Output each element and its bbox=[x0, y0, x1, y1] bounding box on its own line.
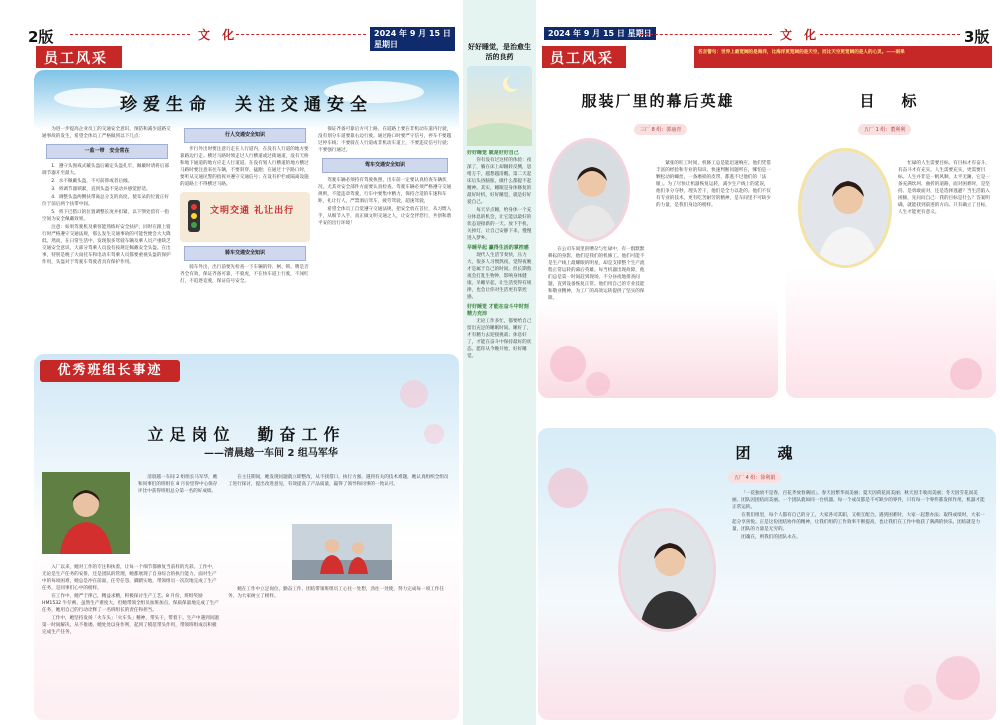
traffic-col-1 bbox=[42, 126, 172, 346]
drive-text: 驾驶车辆必须持有驾驶执照，出车前一定要认真检查车辆状况，尤其对安全部件方面要认真检查。驾驶车辆必须严格遵守交通规则，不能违章驾驶，行车中要集中精力，保持合适的车速和车距，礼让行人，严禁酒后驾车，疲劳驾驶，超速驾驶。 bbox=[318, 178, 452, 204]
leader-para: 工作中，她坚持发扬「火车头」「火车头」精神，带头干，带着干。生产中遇到问题第一时间解决，从不推诿。她处处以身作则，起到了模范带头作用，带领班组成员积极完成生产任务， bbox=[42, 616, 219, 635]
header-rule bbox=[236, 34, 366, 35]
traffic-light-icon bbox=[180, 192, 310, 242]
sleep-para: 现代人生活节奏快，压力大，很多人习惯熬夜，觉得夜晚才是属于自己的时间。但长期熬夜会打乱生物钟，影响身体健康。早睡早起，让生活变得有规律，也会让你对生活更有掌控感。 bbox=[467, 253, 532, 300]
sleep-para: 你有没有过这样的体验：夜深了，躺在床上却辗转反侧，思绪万千，越想越清醒。第二天起床后头昏脑胀，做什么都提不起精神。其实，睡眠是身体修复的最好时机，好好睡觉，就是好好爱自己。 bbox=[467, 158, 532, 205]
sleep-subhead: 好好睡觉 就是好好自己 bbox=[467, 150, 519, 156]
team-closing: 团魂在，则我们的团队永在。 bbox=[741, 535, 801, 540]
leader-subtitle: ——清晨越一车间 2 组马军华 bbox=[204, 448, 338, 459]
section-name: 文 化 bbox=[198, 28, 239, 42]
civic-badge bbox=[180, 192, 310, 242]
goal-byline: 五厂 1 组：董利利 bbox=[858, 124, 911, 135]
pedestrian-text: 步行外出时要注意行走在人行道内，在没有人行道的地方要靠路边行走。横过马路时须走过人行横道或过街通道，没有天桥和地下通道的地方应走人行道道。在没有划人行横道的地方横过马路时要注意来往车辆，不要斜穿、猛跑；在通过十字路口时，要听从交通民警的指挥并遵守交通信号；在设有护栏或隔离设施的道路上不得横过马路。 bbox=[180, 147, 309, 187]
leader-para: 入厂以来，她对工作的专注和执着，让每一个细节都修复当前样的光彩。工作中，无论是生产任务的安排，还是团队的管理，她都展现了自身综合的执行能力。面对生产中的每项困难，她总是冲在前面，任劳任怨，脚踏实地，带领组员一次次地完成了生产任务，是同事们心中的榜样。 bbox=[42, 565, 217, 591]
subhead-drive: 驾车交通安全知识 bbox=[322, 158, 448, 173]
garment-byline: 三厂 8 组：郭丽青 bbox=[634, 124, 687, 135]
walk-more: 注意：如果驾驶机及乘客能熟练好安全扶护，同时在跟上骑行时严格遵守交通法规，那么发生交通事故的可能性便会大大降低。然而，在日常生活中，发现很多驾驶车辆及乘人员产重缺乏交通安全意识，大部分驾乘人员没有按规定佩戴安全头盔。在出事，特别是晚了大雨托车和电动车驾乘人员都要重视头盔的保护作用，头盔对于驾驶车驾驶者具有保护作用。 bbox=[42, 225, 171, 265]
sleep-para: 每天早点睡，给身体一个充分休息的机会，让它能以最好的状态迎接新的一天。放下手机，关掉灯，让自己安静下来，慢慢进入梦乡。 bbox=[467, 208, 532, 241]
header-rule bbox=[640, 34, 772, 35]
goal-title: 目 标 bbox=[859, 92, 923, 110]
workshop-icon bbox=[292, 524, 392, 580]
issue-date: 2024 年 9 月 15 日 星期日 bbox=[544, 27, 656, 40]
center-column bbox=[463, 0, 536, 725]
issue-date: 2024 年 9 月 15 日 星期日 bbox=[370, 27, 455, 51]
garment-article bbox=[538, 74, 778, 398]
section-name: 文 化 bbox=[780, 28, 821, 42]
leader-col-2 bbox=[228, 586, 450, 714]
leader-text-a bbox=[138, 474, 220, 564]
page-2 bbox=[0, 0, 463, 725]
team-title: 团 魂 bbox=[735, 444, 799, 462]
subhead-bike: 骑车交通安全知识 bbox=[184, 246, 306, 261]
traffic-col-3 bbox=[318, 126, 452, 346]
moon-icon bbox=[467, 66, 532, 146]
page-number: 3版 bbox=[964, 28, 990, 46]
garment-col-2 bbox=[656, 160, 772, 392]
traffic-article bbox=[34, 70, 459, 350]
leader-para: 她在工作中立足岗位，勤奋工作，团结带领班组员工心往一处想，劲往一处使，努力完成每一项工作任务，为大家树立了榜样。 bbox=[228, 587, 444, 599]
page-3 bbox=[536, 0, 1000, 725]
goal-text bbox=[898, 160, 990, 390]
team-para: 在我们组里，每个人都有自己的分工，大家各司其职，又相互配合。遇到困难时，大家一起想办法；取得成绩时，大家一起分享喜悦。正是这份团结协作的精神，让我们组的工作效率不断提高，也让我们在工作中收获了满满的快乐。团结就是力量，团队的力量是无穷的。 bbox=[732, 513, 985, 532]
walk-item: 2．水不佩戴头盔，不可前仰或者后倾。 bbox=[51, 179, 133, 184]
team-portrait bbox=[618, 508, 716, 632]
workshop-photo bbox=[292, 524, 392, 580]
sleep-para: 无论工作多忙，都要给自己留出充足的睡眠时间。睡好了，才有精力去迎接挑战；休息好了，才能在奋斗中保持最好的状态。愿你从今晚开始，好好睡觉。 bbox=[467, 319, 532, 359]
leader-band-label: 优秀班组长事迹 bbox=[57, 363, 163, 378]
team-article bbox=[538, 428, 996, 720]
leader-text-top bbox=[228, 474, 450, 522]
leader-para: 在主任期间，她发现问题就立即整改，从不找借口，执行力强。遇到有关的技术难题，她认真组织全组员工进行探讨，提出改进意见，有效提高了产品质量，赢得了领导和同事的一致认可。 bbox=[228, 475, 449, 487]
garment-title: 服装厂里的幕后英雄 bbox=[581, 92, 735, 110]
page-header bbox=[544, 26, 992, 46]
subhead-pedestrian: 行人交通安全知识 bbox=[184, 128, 306, 143]
leader-col-1 bbox=[42, 564, 220, 714]
page-header bbox=[8, 26, 455, 49]
walk-item: 1．遵守头围戒式戴头盔后确定头盔扎牢，佩戴时请将后部调节器开至最大。 bbox=[42, 164, 169, 176]
garment-para: 紧张的旺工时间，机修工总是能迅速响应。他们凭借丰富的经验和专业的知识，快速判断问题所在，哪怕是一颗松动的螺丝，一条磨损的皮带，都逃不过他们的「法眼」。为了尽快让机器恢复运转，减少生产线上的延误，他们争分夺秒，埋头苦干，他们是全力以赴的。他们不仅有专业的技术，更有吃苦耐劳的精神，是车间里不可缺少的力量，是我们身边的榜样。 bbox=[656, 161, 771, 208]
sleep-subhead: 好好睡觉 才能在奋斗中时刻精力充沛 bbox=[467, 304, 529, 317]
goal-article bbox=[786, 74, 996, 398]
garment-col-1 bbox=[548, 246, 648, 392]
motto-strip: 名言警句：世界上最宽阔的是海洋，比海洋更宽阔的是天空，而比天空更宽阔的是人的心灵。——雨果 bbox=[694, 46, 992, 68]
sleep-text bbox=[467, 150, 533, 720]
leader-band bbox=[40, 360, 180, 382]
team-byline: 五厂 4 组：徐利娟 bbox=[728, 472, 781, 483]
moon-illustration bbox=[467, 66, 532, 146]
leader-article bbox=[34, 354, 459, 720]
section-band: 员工风采 bbox=[36, 46, 122, 68]
goal-para: 忙碌的人生需要目标，有目标才有奋斗，有奋斗才有充实。人生需要充实，更需要目标。人生并非是一帆风顺，太平无澜，它是一条充满坎坷、曲折的道路，面对困难时，是坚持、是勇敢面对，还是选择逃避？当生活陷入困顿，先问问自己：我的目标是什么？答案明确，就能找到前进的方向。只有确立了目标，人生才能更有意义。 bbox=[898, 161, 990, 215]
garment-para: 在公司车间里的嘈杂与忙碌中，有一群默默耕耘的身影，他们是我们的机修工。他们可能不是生产线上最耀眼的明星，却是支撑整个生产流程正常运转的幕后英雄。每当机器出现故障，他们总是第一时间赶到现场，不分昼夜地排查问题，直到设备恢复正常。他们用自己的专业技能和敬业精神，为工厂的高效运转提供了坚实的保障。 bbox=[548, 247, 645, 301]
traffic-title: 珍爱生命 关注交通安全 bbox=[120, 95, 373, 115]
badge-slogan: 文明交通 礼让出行 bbox=[210, 206, 295, 216]
portrait-icon bbox=[42, 472, 130, 554]
walk-item: 3．将调节器锁紧，直到头盔不晃动并感觉舒适。 bbox=[51, 187, 151, 192]
goal-portrait bbox=[798, 148, 892, 268]
subhead-walk: 一监一带 安全常在 bbox=[46, 144, 168, 159]
header-rule bbox=[70, 34, 190, 35]
leader-para: 清晨越一车间 2 组组长马军华，她和同事们的班组在 8 月份里得中心保存评比中获得班组总分第一名的好成绩。 bbox=[138, 475, 218, 494]
leader-para: 在工作中，她严于律己，精益求精，积极探讨生产工艺。8 月份，班组奖励 HM1532 牛仔裤，虽然生产难度大，但她带领全组员加班加点，保质保量地完成了生产任务，她用自己的行动诠释了一名班组长的责任和担当。 bbox=[42, 594, 219, 613]
traffic-closing: 希望全体员工自觉遵守交通法规，把安全放在首位，从习惯入手，从细节入手，真正做文明交通之人，让安全伴您行，共创和谐平安的出行环境！ bbox=[318, 207, 452, 226]
sleep-subhead: 早睡早起 赢得生活的掌控感 bbox=[467, 245, 529, 251]
traffic-intro: 为进一步提高企业员工的交通安全意识，预防和减少道路交通事故的发生，希望全体员工严格做到以下几点： bbox=[42, 127, 171, 139]
section-band: 员工风采 bbox=[542, 46, 626, 68]
garment-portrait bbox=[548, 138, 630, 242]
sleep-title: 好好睡觉，是治愈生活的良药 bbox=[468, 43, 531, 61]
bike-more: 保证齐备可靠后方可上路。在道路上要在非机动车道内行驶，没有划分车道要靠右边行驶。通过路口时要严守信号，停车不要越过停车线；不要骑在人行道或非机动车道上，不要违反信号行驶；不要强行通过。 bbox=[318, 127, 452, 153]
walk-item: 4．调整头盔两侧扶带离总分支的高度，使耳朵的位置正好位于前后两个扶带中间。 bbox=[42, 195, 169, 207]
leader-portrait bbox=[42, 472, 130, 554]
walk-item: 5．将下巴搭口的位置调整长度并扣紧，以下颚处留有一指空间为安全佩戴效果。 bbox=[42, 210, 169, 222]
leader-title: 立足岗位 勤奋工作 bbox=[147, 425, 346, 444]
team-para: 「一花独放不是春，百花齐放春满园」。春天因繁华而美丽；夏天因荷花而美丽；秋天因丰收而美丽；冬天因雪花而美丽。团队因团结而美丽。一个团队就如同一台机器，每一个成员都是不可缺少的零件，只有每一个零件都发挥作用，机器才能正常运转。 bbox=[732, 491, 985, 510]
bike-text: 骑车外出，出行前要先检查一下车辆的铃、闸、锁、牌是否齐全有效，保证齐备可靠，不骑虎，不在快车道上行驶，不闯红灯，不追逐竞驶，保证信号安全。 bbox=[180, 265, 309, 284]
traffic-col-2 bbox=[180, 126, 310, 346]
header-rule bbox=[820, 34, 960, 35]
team-text bbox=[732, 490, 986, 710]
page-number: 2版 bbox=[28, 28, 54, 46]
